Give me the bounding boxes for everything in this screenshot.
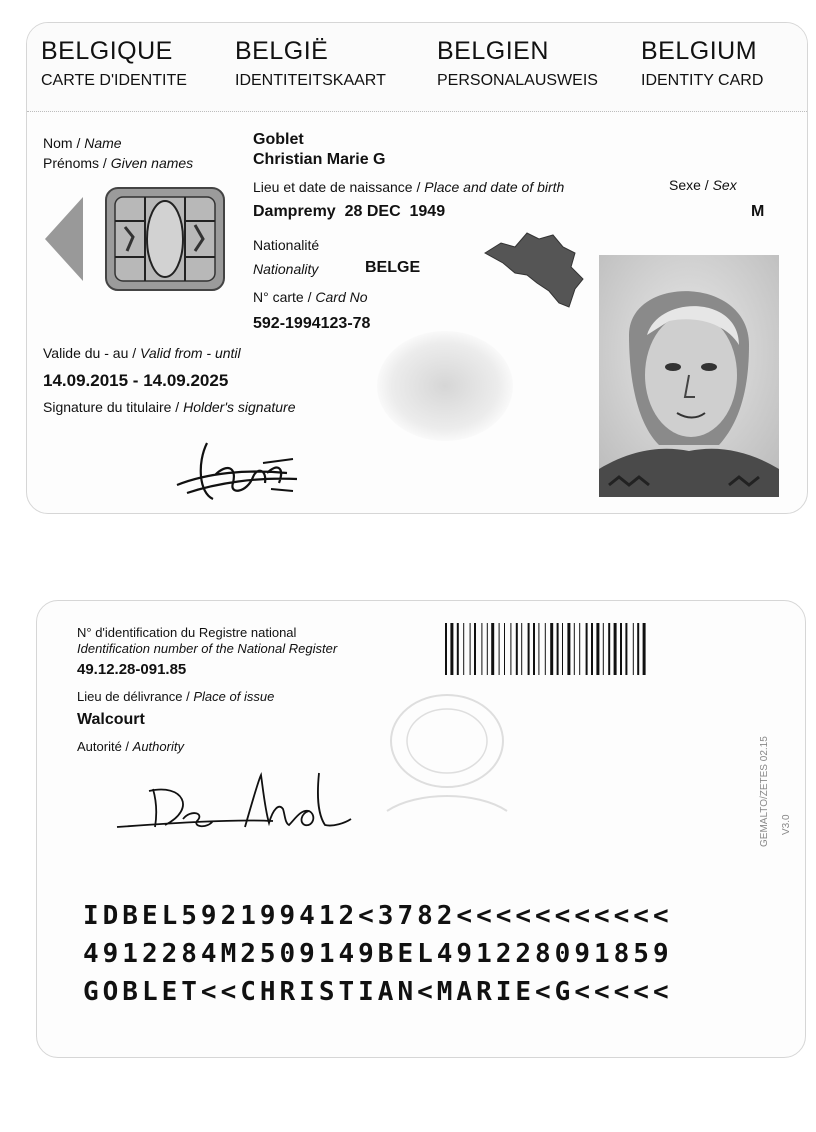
validity-value: 14.09.2015 - 14.09.2025 (43, 371, 229, 390)
barcode-bar (625, 623, 627, 675)
name-label: Nom / Name (43, 135, 122, 151)
triangle-marker-icon (45, 197, 83, 281)
birth-label: Lieu et date de naissance / Place and date of birth (253, 179, 565, 195)
barcode-bar (562, 623, 563, 675)
barcode-bar (591, 623, 593, 675)
barcode-bar (533, 623, 535, 675)
card-no-label-fr: N° carte (253, 289, 304, 305)
header-doc-fr: CARTE D'IDENTITE (41, 72, 187, 89)
barcode-bar (474, 623, 476, 675)
chip-icon (105, 187, 225, 291)
header-doc-de: PERSONALAUSWEIS (437, 72, 598, 89)
header-doc-nl: IDENTITEITSKAART (235, 72, 386, 89)
name-label-en: Name (84, 135, 122, 151)
watermark-emblem-icon (367, 671, 527, 821)
barcode-bar (481, 623, 482, 675)
valid-label-en: Valid from - until (140, 345, 241, 361)
barcode-bar (567, 623, 570, 675)
issue-value: Walcourt (77, 711, 145, 728)
header-country-fr: BELGIQUE (41, 37, 173, 65)
barcode-bar (463, 623, 464, 675)
issue-label-fr: Lieu de délivrance (77, 689, 183, 704)
birth-label-en: Place and date of birth (424, 179, 565, 195)
barcode-bar (487, 623, 488, 675)
ghost-image (377, 331, 513, 441)
sex-label: Sexe / Sex (669, 177, 737, 193)
nationality-value: BELGE (365, 259, 421, 276)
header-doc-en: IDENTITY CARD (641, 72, 764, 89)
barcode-bar (499, 623, 500, 675)
barcode-bar (470, 623, 471, 675)
barcode-bar (579, 623, 580, 675)
id-card-back (36, 600, 806, 1058)
version-code: V3.0 (781, 814, 792, 835)
barcode-bar (608, 623, 610, 675)
barcode-bar (510, 623, 511, 675)
barcode-bar (633, 623, 634, 675)
card-no-value: 592-1994123-78 (253, 315, 371, 332)
issue-label-en: Place of issue (193, 689, 275, 704)
name-label-fr: Nom (43, 135, 73, 151)
given-names-label: Prénoms / Given names (43, 155, 194, 171)
birth-value: Dampremy 28 DEC 1949 (253, 203, 446, 220)
barcode-bar (457, 623, 459, 675)
header-country-en: BELGIUM (641, 37, 758, 65)
issue-label: Lieu de délivrance / Place of issue (77, 689, 275, 704)
birth-label-fr: Lieu et date de naissance (253, 179, 413, 195)
mrz-line-2: 4912284M2509149BEL491228091859 (83, 939, 673, 969)
barcode-bar (491, 623, 494, 675)
nationality-label-fr: Nationalité (253, 237, 320, 253)
authority-label-en: Authority (132, 739, 184, 754)
barcode-bar (620, 623, 622, 675)
sex-label-fr: Sexe (669, 177, 701, 193)
barcode-bar (521, 623, 522, 675)
signature-label-en: Holder's signature (183, 399, 296, 415)
barcode-bar (637, 623, 639, 675)
barcode-bar (574, 623, 575, 675)
given-label-fr: Prénoms (43, 155, 100, 171)
barcode-bar (557, 623, 559, 675)
valid-label-fr: Valide du - au (43, 345, 129, 361)
given-label-en: Given names (110, 155, 194, 171)
barcode-bar (614, 623, 617, 675)
barcode (445, 623, 765, 675)
header-nl (235, 37, 386, 90)
card-no-label-en: Card No (315, 289, 368, 305)
header-fr (41, 37, 187, 90)
natreg-value: 49.12.28-091.85 (77, 661, 187, 678)
barcode-bar (550, 623, 553, 675)
barcode-bar (545, 623, 546, 675)
barcode-bar (643, 623, 646, 675)
validity-label: Valide du - au / Valid from - until (43, 345, 241, 361)
barcode-bar (596, 623, 599, 675)
barcode-bar (450, 623, 453, 675)
authority-signature (113, 769, 353, 839)
header-en (641, 37, 763, 90)
natreg-label-fr: N° d'identification du Registre national (77, 625, 297, 640)
header-country-de: BELGIEN (437, 37, 549, 65)
sex-label-en: Sex (712, 177, 737, 193)
barcode-bar (538, 623, 539, 675)
header-country-nl: BELGIË (235, 37, 329, 65)
barcode-bar (504, 623, 505, 675)
signature-label: Signature du titulaire / Holder's signature (43, 399, 296, 415)
manufacturer-code: GEMALTO/ZETES 02.15 (759, 736, 770, 847)
holder-photo (599, 255, 779, 497)
mrz-line-3: GOBLET<<CHRISTIAN<MARIE<G<<<<< (83, 977, 673, 1007)
barcode-bar (603, 623, 604, 675)
authority-label-fr: Autorité (77, 739, 122, 754)
surname-value: Goblet (253, 131, 304, 148)
holder-signature (167, 433, 307, 513)
barcode-bar (586, 623, 588, 675)
barcode-bar (445, 623, 447, 675)
card-no-label: N° carte / Card No (253, 289, 368, 305)
sex-value: M (751, 203, 765, 220)
mrz-line-1: IDBEL592199412<3782<<<<<<<<<<< (83, 901, 673, 931)
nationality-label-en: Nationality (253, 261, 319, 277)
barcode-bar (516, 623, 518, 675)
natreg-label-en: Identification number of the National Register (77, 641, 338, 656)
header-de (437, 37, 598, 90)
id-card-front (26, 22, 808, 514)
given-names-value: Christian Marie G (253, 151, 386, 168)
belgium-map-icon (479, 223, 589, 313)
card-header (27, 23, 807, 112)
signature-label-fr: Signature du titulaire (43, 399, 172, 415)
barcode-bar (528, 623, 530, 675)
authority-label: Autorité / Authority (77, 739, 184, 754)
